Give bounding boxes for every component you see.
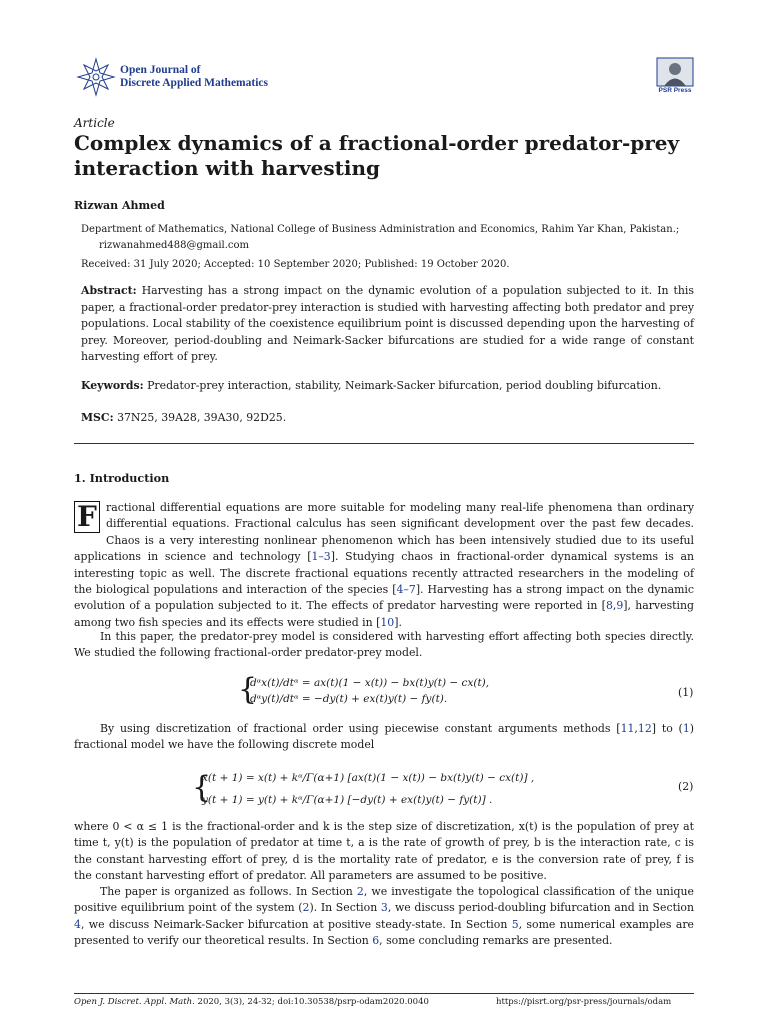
citation-link[interactable]: 8 (605, 599, 613, 613)
intro-paragraph-5 (74, 884, 694, 950)
section-ref-link[interactable]: 2 (356, 885, 364, 898)
divider (74, 443, 694, 444)
text-run: ]. Harvesting has a strong impact on the dynamic evolution of a population subjected to it. The effects of predator harvesting were reported in [ (74, 583, 694, 613)
text-run: ractional differential equations are more suitable for modeling many real-life phenomena than ordinary differential equations. Fractional calculus has seen significant development over the past few decades. Chaos is a very interesting nonlinear phenomenon which has been intensively studied due to its useful applications in science and technology [ (74, 501, 694, 564)
equation-2-line1: x(t + 1) = x(t) + kᵅ/Γ(α+1) [ax(t)(1 − x(t)) − bx(t)y(t) − cx(t)] , (202, 772, 535, 784)
affiliation-line: Department of Mathematics, National College of Business Administration and Economics, Rahim Yar Khan, Pakistan.; (81, 224, 680, 235)
equation-1-number: (1) (678, 686, 694, 699)
paper-title: Complex dynamics of a fractional-order predator-prey interaction with harvesting (74, 131, 680, 180)
text-run: The paper is organized as follows. In Section (100, 885, 357, 898)
equation-ref-link[interactable]: 2 (302, 901, 310, 915)
citation-link[interactable]: 4–7 (396, 583, 416, 597)
journal-name-line1: Open Journal of (120, 64, 201, 76)
brace-icon: { (192, 770, 212, 805)
abstract-label: Abstract: (81, 284, 137, 297)
footer-divider (74, 993, 694, 994)
journal-name-line2: Discrete Applied Mathematics (120, 77, 268, 89)
text-run: ], harvesting among two fish species and its effects were studied in [ (74, 599, 695, 629)
abstract (81, 283, 694, 366)
intro-paragraph-2: In this paper, the predator-prey model is considered with harvesting effort affecting both species directly. We studied the following fractional-order predator-prey model. (74, 630, 694, 660)
author-email: rizwanahmed488@gmail.com (99, 239, 250, 251)
affiliation (81, 222, 694, 253)
publication-dates: Received: 31 July 2020; Accepted: 10 September 2020; Published: 19 October 2020. (81, 259, 510, 270)
drop-cap: F (74, 501, 100, 533)
text-run: , some numerical examples are presented to verify our theoretical results. In Section (74, 917, 694, 948)
footer-url-link[interactable]: https://pisrt.org/psr-press/journals/odam (496, 997, 672, 1007)
equation-2-line2: y(t + 1) = y(t) + kᵅ/Γ(α+1) [−dy(t) + ex(t)y(t) − fy(t)] . (202, 794, 493, 806)
text-run: ]. Studying chaos in fractional-order dynamical systems is an interesting topic as well. The discrete fractional equations recently attracted researchers in the modeling of the biological populations and interaction of the species [ (74, 550, 694, 597)
equation-1 (238, 672, 490, 707)
keywords-text: Predator-prey interaction, stability, Neimark-Sacker bifurcation, period doubling bifurcation. (147, 379, 662, 392)
msc-label: MSC: (81, 411, 114, 424)
author-name: Rizwan Ahmed (74, 199, 165, 212)
section-ref-link[interactable]: 4 (74, 917, 81, 931)
publisher-label: PSR Press (658, 87, 692, 94)
journal-name (120, 64, 268, 90)
brace-icon: { (238, 672, 258, 707)
article-type: Article (74, 116, 115, 130)
citation-link[interactable]: 10 (380, 615, 395, 629)
equation-ref-link[interactable]: 1 (682, 722, 690, 735)
equation-1-line2: dᵅy(t)/dtᵅ = −dy(t) + ex(t)y(t) − fy(t). (250, 693, 448, 705)
text-run: , some concluding remarks are presented. (379, 934, 613, 948)
keywords-label: Keywords: (81, 379, 144, 392)
text-run: , we discuss Neimark-Sacker bifurcation at positive steady-state. In Section (80, 917, 512, 931)
footer-journal: Open J. Discret. Appl. Math. (74, 997, 195, 1007)
msc (81, 411, 286, 424)
journal-logo-icon (76, 57, 116, 97)
section-ref-link[interactable]: 3 (380, 901, 388, 915)
text-run: ] to ( (651, 722, 683, 735)
intro-paragraph-3: By using discretization of fractional order using piecewise constant arguments methods [11,12] to (1) fractional model we have the following discrete model (74, 722, 694, 752)
text-run: , we investigate the topological classification of the unique positive equilibrium point of the system ( (74, 885, 694, 915)
citation-link[interactable]: 1–3 (311, 550, 331, 564)
section-ref-link[interactable]: 5 (511, 917, 519, 931)
msc-text: 37N25, 39A28, 39A30, 92D25. (117, 411, 287, 424)
text-run: ). In Section (309, 901, 381, 915)
equation-2 (192, 767, 535, 811)
text-run: ]. (394, 615, 402, 629)
citation-link[interactable]: 12 (637, 722, 652, 735)
equation-1-line1: dᵅx(t)/dtᵅ = ax(t)(1 − x(t)) − bx(t)y(t) − cx(t), (250, 677, 490, 689)
citation-link[interactable]: 9 (616, 599, 624, 613)
keywords (81, 379, 694, 392)
text-run: ) fractional model we have the following discrete model (74, 722, 694, 752)
equation-2-number: (2) (678, 780, 694, 793)
section-ref-link[interactable]: 6 (372, 934, 380, 948)
intro-paragraph-1: F ractional differential equations are more suitable for modeling many real-life phenomena than ordinary differential equations. Fractional calculus has seen significant development over the past few decades. Chaos is a very interesting nonlinear phenomenon which has been intensively studied due to its useful applications in science and technology [1–3]. Studying chaos in fractional-order dynamical systems is an interesting topic as well. The discrete fractional equations recently attracted researchers in the modeling of the biological populations and interaction of the species [4–7]. Harvesting has a strong impact on the dynamic evolution of a population subjected to it. The effects of predator harvesting were reported in [8,9], harvesting among two fish species and its effects were studied in [10]. (74, 500, 695, 629)
section-heading: 1. Introduction (74, 471, 170, 485)
intro-paragraph-4: where 0 < α ≤ 1 is the fractional-order and k is the step size of discretization, x(t) is the population of prey at time t, y(t) is the population of predator at time t, a is the rate of growth of prey, b is the interaction rate, c is the constant harvesting effort of prey, d is the mortality rate of predator, e is the conversion rate of prey, f is the constant harvesting effort of predator. All parameters are assumed to be positive. (74, 820, 694, 883)
footer-details: 2020, 3(3), 24-32; doi:10.30538/psrp-odam2020.0040 (194, 997, 429, 1007)
text-run: , we discuss period-doubling bifurcation and in Section (387, 901, 694, 915)
citation-link[interactable]: 11 (620, 722, 635, 735)
footer-citation (74, 997, 429, 1007)
abstract-text: Harvesting has a strong impact on the dynamic evolution of a population subjected to it. In this paper, a fractional-order predator-prey interaction is studied with harvesting affecting both predator and prey populations. Local stability of the coexistence equilibrium point is discussed depending upon the harvesting of prey. Moreover, period-doubling and Neimark-Sacker bifurcations are studied for a wide range of constant harvesting effort of prey. (81, 284, 694, 363)
text-run: By using discretization of fractional order using piecewise constant arguments methods [ (100, 722, 621, 735)
